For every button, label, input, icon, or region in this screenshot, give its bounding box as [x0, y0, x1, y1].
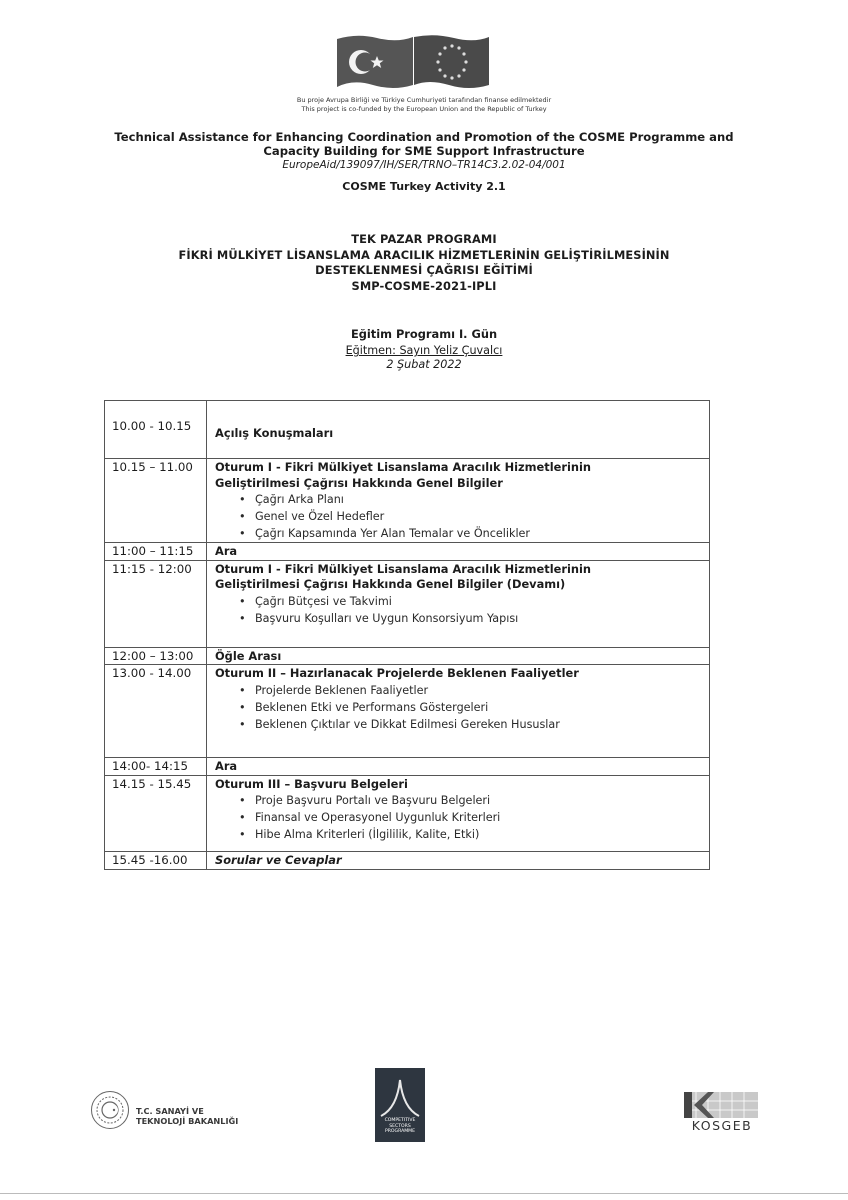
kosgeb-logo-text: KOSGEB: [691, 1118, 753, 1133]
session-title: Açılış Konuşmaları: [215, 426, 334, 440]
session-title: Öğle Arası: [215, 648, 282, 663]
topic-item: • Çağrı Bütçesi ve Takvimi: [255, 593, 709, 610]
funding-caption-en: This project is co-funded by the European Union and the Republic of Turkey: [301, 105, 547, 113]
table-row: [105, 851, 710, 869]
ministry-seal-icon: [90, 1090, 130, 1130]
programme-title-line-2: FİKRİ MÜLKİYET LİSANSLAMA ARACILIK HİZMETLERİNİN GELİŞTİRİLMESİNİN: [178, 247, 670, 262]
table-row: [105, 647, 710, 665]
topic-item: • Çağrı Kapsamında Yer Alan Temalar ve Öncelikler: [255, 525, 709, 542]
session-cell: [207, 560, 710, 647]
session-time: 12:00 – 13:00: [105, 647, 207, 665]
project-title-line-1: Technical Assistance for Enhancing Coordination and Promotion of the COSME Programme and: [114, 130, 734, 144]
table-row: [105, 758, 710, 776]
project-title-line-2: Capacity Building for SME Support Infrastructure: [263, 144, 585, 158]
session-cell: [207, 647, 710, 665]
session-cell: [207, 543, 710, 561]
session-cell: [207, 459, 710, 543]
programme-code: SMP-COSME-2021-IPLI: [351, 278, 497, 293]
project-title: [104, 130, 744, 158]
activity-label: COSME Turkey Activity 2.1: [342, 180, 506, 193]
ministry-name: [136, 1106, 238, 1126]
table-row: [105, 401, 710, 459]
competitive-sectors-logo: [375, 1068, 425, 1142]
table-row: [105, 665, 710, 758]
programme-title-line-3: DESTEKLENMESİ ÇAĞRISI EĞİTİMİ: [315, 263, 533, 277]
session-title: Oturum I - Fikri Mülkiyet Lisanslama Aracılık Hizmetlerinin Geliştirilmesi Çağrısı Hakkında Genel Bilgiler (Devamı): [215, 561, 591, 591]
topic-item: • Proje Başvuru Portalı ve Başvuru Belgeleri: [255, 792, 709, 809]
session-title: Oturum I - Fikri Mülkiyet Lisanslama Aracılık Hizmetlerinin Geliştirilmesi Çağrısı Hakkında Genel Bilgiler: [215, 460, 591, 490]
topic-item: • Projelerde Beklenen Faaliyetler: [255, 682, 709, 699]
session-title: Oturum II – Hazırlanacak Projelerde Beklenen Faaliyetler: [215, 666, 579, 680]
session-title: Ara: [215, 759, 238, 773]
ministry-name-line-1: T.C. SANAYİ VE: [136, 1106, 204, 1116]
session-cell: [207, 758, 710, 776]
funding-caption-tr: Bu proje Avrupa Birliği ve Türkiye Cumhuriyeti tarafından finanse edilmektedir: [296, 96, 552, 104]
table-row: [105, 459, 710, 543]
schedule-table: [104, 400, 710, 870]
session-time: 13.00 - 14.00: [105, 665, 207, 758]
funding-caption: [0, 96, 848, 114]
session-time: 14:00- 14:15: [105, 758, 207, 776]
ministry-name-line-2: TEKNOLOJİ BAKANLIĞI: [136, 1116, 239, 1126]
topic-item: • Genel ve Özel Hedefler: [255, 508, 709, 525]
session-time: 10.00 - 10.15: [105, 401, 207, 459]
trainer-name: Eğitmen: Sayın Yeliz Çuvalcı: [345, 344, 503, 357]
session-topics: [215, 792, 709, 843]
session-time: 15.45 -16.00: [105, 851, 207, 869]
programme-title: [0, 232, 848, 294]
session-cell: [207, 401, 710, 459]
topic-item: • Beklenen Etki ve Performans Göstergeleri: [255, 699, 709, 716]
session-time: 11:15 - 12:00: [105, 560, 207, 647]
kosgeb-logo-grid-icon: [684, 1092, 758, 1118]
competitive-sectors-text: COMPETITIVE SECTORS PROGRAMME: [384, 1118, 416, 1134]
session-topics: [215, 682, 709, 733]
table-row: [105, 560, 710, 647]
session-cell: [207, 775, 710, 851]
trainer: [0, 344, 848, 357]
tr-eu-flags-logo: [337, 33, 489, 89]
topic-item: • Hibe Alma Kriterleri (İlgililik, Kalite, Etki): [255, 826, 709, 843]
session-cell: [207, 851, 710, 869]
page-bottom-rule: [0, 1193, 848, 1194]
session-cell: [207, 665, 710, 758]
session-time: 11:00 – 11:15: [105, 543, 207, 561]
session-time: 10.15 – 11.00: [105, 459, 207, 543]
day-title: Eğitim Programı I. Gün: [350, 327, 498, 341]
topic-item: • Finansal ve Operasyonel Uygunluk Kriterleri: [255, 809, 709, 826]
session-topics: [215, 491, 709, 542]
session-topics: [215, 593, 709, 627]
programme-title-line-1: TEK PAZAR PROGRAMI: [351, 232, 497, 246]
topic-item: • Beklenen Çıktılar ve Dikkat Edilmesi Gereken Hususlar: [255, 716, 709, 733]
session-title: Oturum III – Başvuru Belgeleri: [215, 776, 408, 791]
table-row: [105, 543, 710, 561]
session-time: 14.15 - 15.45: [105, 775, 207, 851]
project-reference: EuropeAid/139097/IH/SER/TRNO–TR14C3.2.02-04/001: [282, 159, 566, 171]
session-title: Ara: [215, 544, 238, 558]
training-date: 2 Şubat 2022: [386, 358, 462, 371]
session-title: Sorular ve Cevaplar: [215, 852, 342, 867]
topic-item: • Çağrı Arka Planı: [255, 491, 709, 508]
table-row: [105, 775, 710, 851]
arch-icon: [375, 1068, 425, 1118]
topic-item: • Başvuru Koşulları ve Uygun Konsorsiyum Yapısı: [255, 610, 709, 627]
